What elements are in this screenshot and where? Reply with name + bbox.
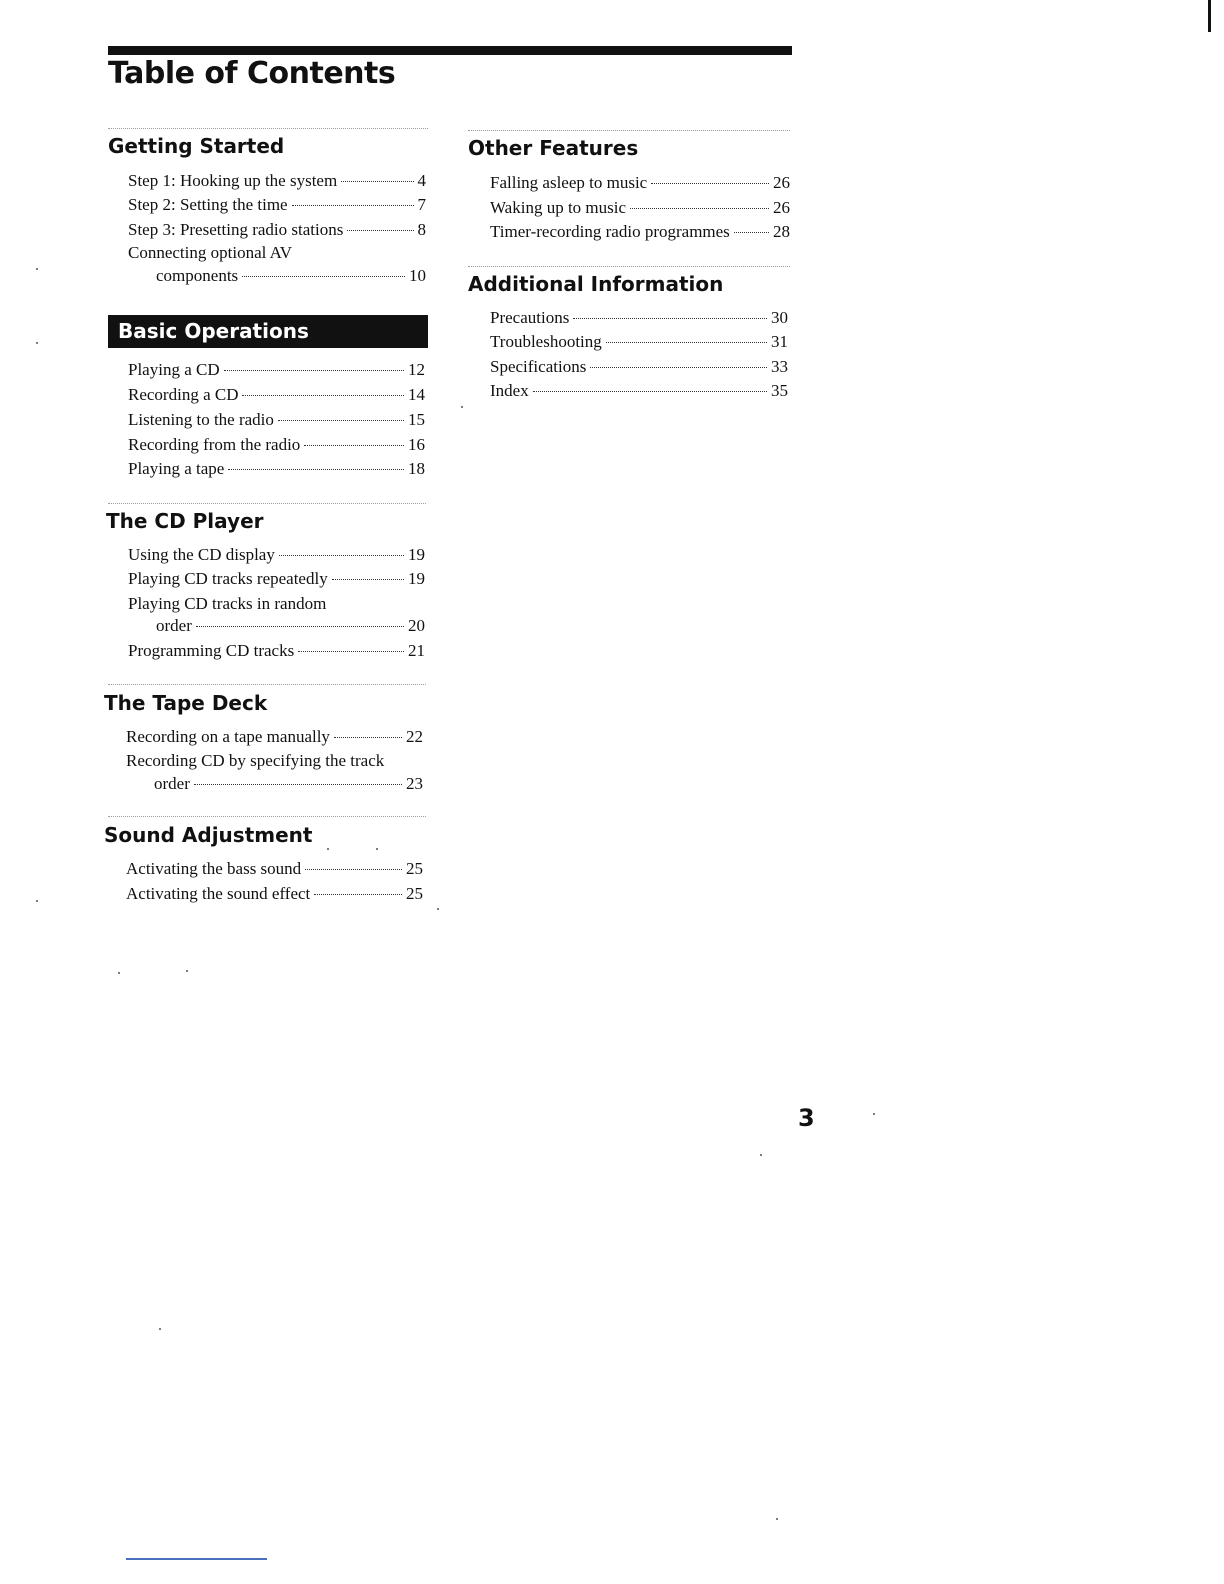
section-rule: [108, 128, 428, 129]
toc-entry[interactable]: Playing a tape 18: [128, 459, 425, 478]
toc-entry[interactable]: Playing CD tracks repeatedly 19: [128, 569, 425, 588]
section-title-bar: [108, 315, 428, 348]
toc-entry-line1[interactable]: Playing CD tracks in random: [128, 594, 327, 613]
section-rule: [108, 816, 426, 817]
page-title: Table of Contents: [108, 56, 396, 91]
section-title: Additional Information: [468, 272, 724, 296]
scan-speck: [437, 908, 439, 910]
scan-speck: [159, 1328, 161, 1330]
section-title: Sound Adjustment: [104, 823, 313, 847]
toc-entry[interactable]: Timer-recording radio programmes 28: [490, 222, 790, 241]
toc-entry[interactable]: Waking up to music 26: [490, 198, 790, 217]
toc-entry[interactable]: Recording a CD 14: [128, 385, 425, 404]
footer-rule: [126, 1558, 267, 1560]
toc-entry[interactable]: order 20: [156, 616, 425, 635]
toc-entry[interactable]: Recording from the radio 16: [128, 435, 425, 454]
toc-entry[interactable]: Index 35: [490, 381, 788, 400]
toc-entry[interactable]: Recording on a tape manually 22: [126, 727, 423, 746]
section-title: Getting Started: [108, 134, 285, 158]
toc-entry[interactable]: Specifications 33: [490, 357, 788, 376]
scan-speck: [186, 970, 188, 972]
toc-entry[interactable]: Precautions 30: [490, 308, 788, 327]
scan-speck: [36, 900, 38, 902]
toc-entry[interactable]: Step 2: Setting the time 7: [128, 195, 426, 214]
toc-entry[interactable]: Listening to the radio 15: [128, 410, 425, 429]
section-rule: [468, 266, 790, 267]
scan-speck: [461, 406, 463, 408]
section-title: The CD Player: [106, 509, 264, 533]
toc-entry[interactable]: Programming CD tracks 21: [128, 641, 425, 660]
toc-entry[interactable]: Troubleshooting 31: [490, 332, 788, 351]
scan-speck: [376, 848, 378, 850]
toc-entry[interactable]: Step 3: Presetting radio stations 8: [128, 220, 426, 239]
toc-entry[interactable]: order 23: [154, 774, 423, 793]
scan-speck: [760, 1154, 762, 1156]
toc-entry[interactable]: Using the CD display 19: [128, 545, 425, 564]
section-rule: [108, 684, 426, 685]
scan-speck: [118, 972, 120, 974]
section-title: Other Features: [468, 136, 639, 160]
scan-speck: [327, 848, 329, 850]
page-number: 3: [798, 1104, 815, 1132]
scan-speck: [36, 342, 38, 344]
toc-entry[interactable]: Activating the bass sound 25: [126, 859, 423, 878]
section-rule: [468, 130, 790, 131]
scan-speck: [776, 1518, 778, 1520]
scan-speck: [36, 268, 38, 270]
title-rule: [108, 46, 792, 55]
toc-entry[interactable]: Falling asleep to music 26: [490, 173, 790, 192]
toc-entry[interactable]: Activating the sound effect 25: [126, 884, 423, 903]
edge-mark: [1208, 0, 1211, 32]
section-rule: [108, 503, 426, 504]
toc-entry-line1[interactable]: Connecting optional AV: [128, 243, 293, 262]
toc-entry-line1[interactable]: Recording CD by specifying the track: [126, 751, 385, 770]
section-title: The Tape Deck: [104, 691, 268, 715]
section-title: Basic Operations: [118, 319, 309, 343]
toc-entry[interactable]: components 10: [156, 266, 426, 285]
scan-speck: [873, 1113, 875, 1115]
toc-entry[interactable]: Playing a CD 12: [128, 360, 425, 379]
toc-entry[interactable]: Step 1: Hooking up the system 4: [128, 171, 426, 190]
